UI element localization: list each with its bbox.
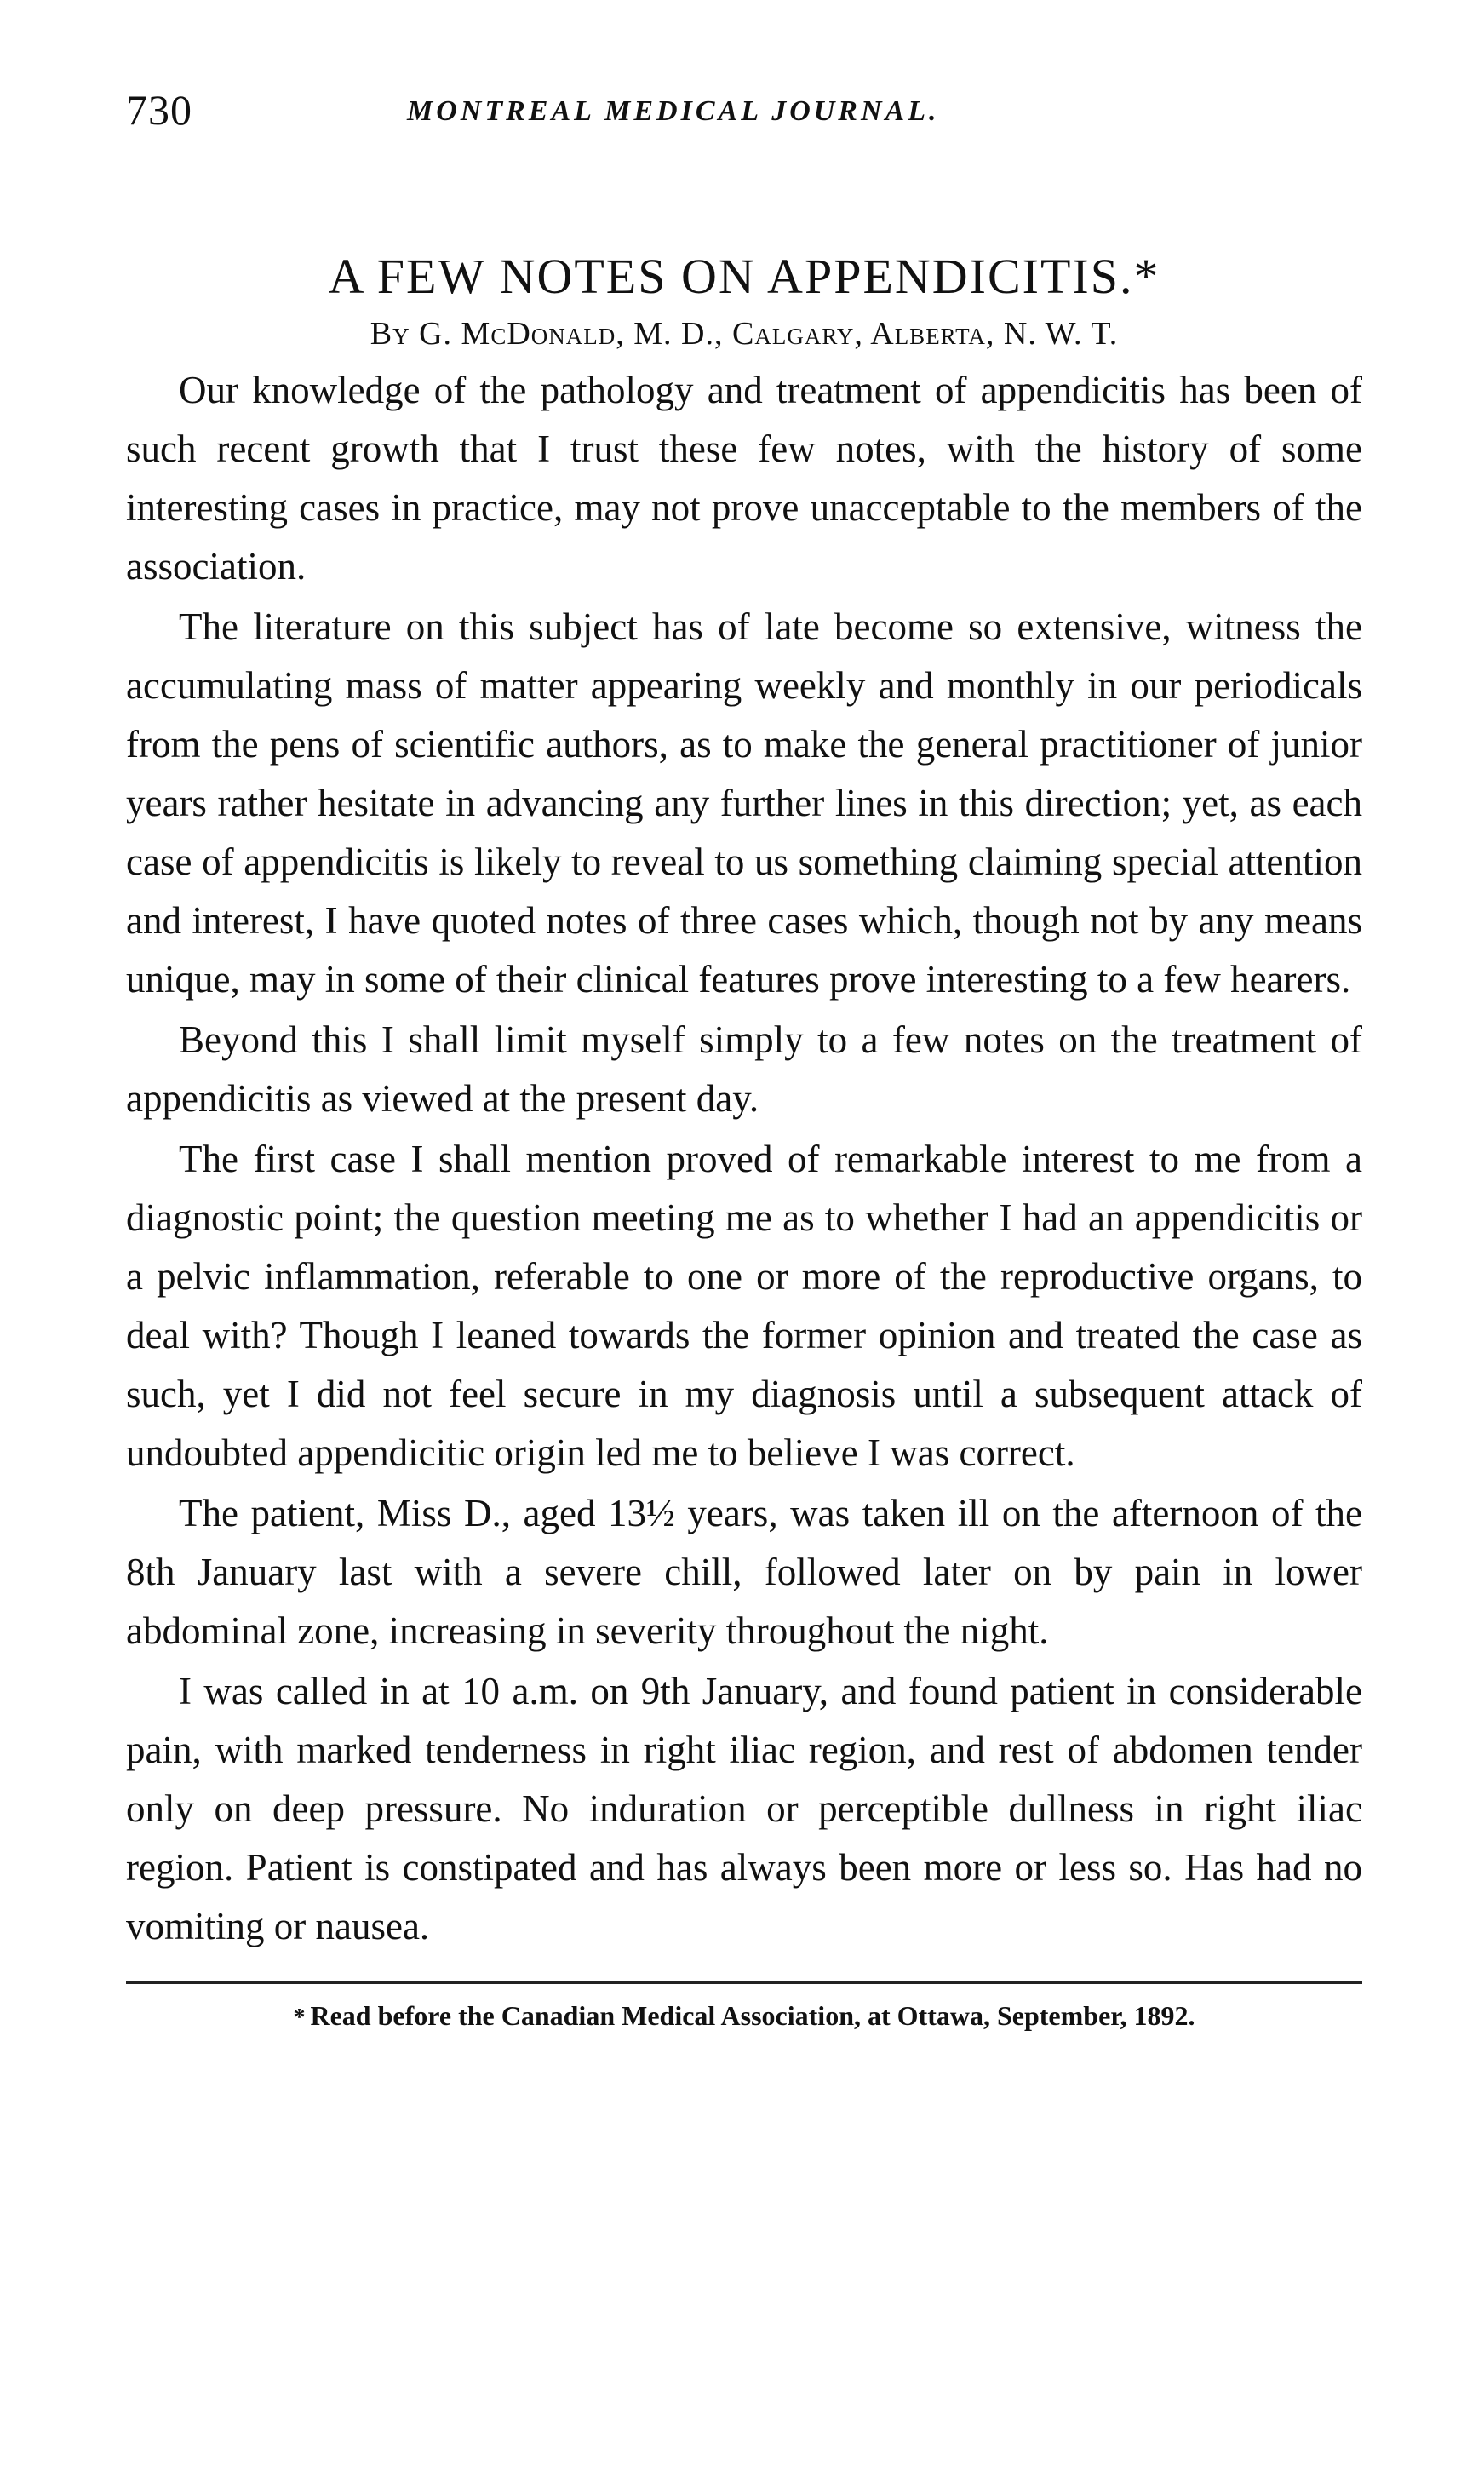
article-title: A FEW NOTES ON APPENDICITIS.* xyxy=(328,249,1160,304)
paragraph: The literature on this subject has of late become so extensive, witness the accumulating mass of matter appearing weekly and monthly in our periodicals from the pens of scientific authors, as to make the general practitioner of junior years rather hesitate in advancing any further lines in this direction; yet, as each case of appendicitis is likely to reveal to us something claiming special attention and interest, I have quoted notes of three cases which, though not by any means unique, may in some of their clinical features prove interesting to a few hearers. xyxy=(126,605,1362,1001)
footnote-text: Read before the Canadian Medical Association, at Ottawa, September, 1892. xyxy=(310,2000,1195,2031)
paragraph: Our knowledge of the pathology and treatment of appendicitis has been of such recent growth that I trust these few notes, with the history of some interesting cases in practice, may not prove unacceptable to the members of the association. xyxy=(126,369,1362,588)
journal-page xyxy=(126,77,1362,2038)
footnote-marker: * xyxy=(293,2004,306,2031)
footnote-divider xyxy=(126,1981,1362,1984)
article-body xyxy=(126,361,1362,1956)
article-byline: By G. McDonald, M. D., Calgary, Alberta, N. W. T. xyxy=(370,316,1119,352)
journal-name: MONTREAL MEDICAL JOURNAL. xyxy=(407,95,940,127)
paragraph: I was called in at 10 a.m. on 9th January, and found patient in considerable pain, with marked tenderness in right iliac region, and rest of abdomen tender only on deep pressure. No induration or perceptible dullness in right iliac region. Patient is constipated and has always been more or less so. Has had no vomiting or nausea. xyxy=(126,1670,1362,1947)
running-head xyxy=(126,77,1362,145)
paragraph: The patient, Miss D., aged 13½ years, was taken ill on the afternoon of the 8th January last with a severe chill, followed later on by pain in lower abdominal zone, increasing in severity throughout the night. xyxy=(126,1492,1362,1652)
paragraph: The first case I shall mention proved of remarkable interest to me from a diagnostic point; the question meeting me as to whether I had an appendicitis or a pelvic inflammation, referable to one or more of the reproductive organs, to deal with? Though I leaned towards the former opinion and treated the case as such, yet I did not feel secure in my diagnosis until a subsequent attack of undoubted appendicitic origin led me to believe I was correct. xyxy=(126,1138,1362,1474)
page-number: 730 xyxy=(126,86,192,134)
paragraph: Beyond this I shall limit myself simply to a few notes on the treatment of appendicitis as viewed at the present day. xyxy=(126,1018,1362,1120)
footnote xyxy=(126,1996,1362,2038)
